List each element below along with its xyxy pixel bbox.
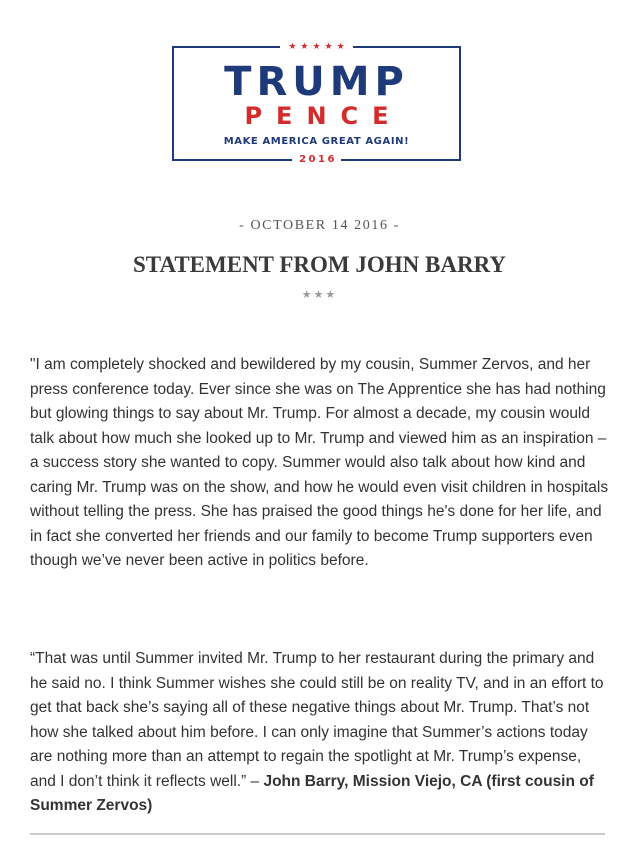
logo-slogan: MAKE AMERICA GREAT AGAIN! — [223, 136, 410, 147]
article-paragraph-2 — [30, 647, 610, 819]
logo-trump-text: TRUMP — [224, 59, 409, 105]
bottom-divider — [30, 833, 605, 835]
article-date: - OCTOBER 14 2016 - — [239, 218, 400, 233]
article-title: STATEMENT FROM JOHN BARRY — [133, 252, 506, 277]
logo-stars: ★★★★★ — [280, 42, 352, 52]
paragraph-2-text: “That was until Summer invited Mr. Trump to her restaurant during the primary and he said no. I think Summer wishes she could still be on reality TV, and in an effort to get that back she’s saying all of these negative things about Mr. Trump. That’s not how she talked about him before. I can only imagine that Summer’s actions today are nothing more than an attempt to regain the spotlight at Mr. Trump’s expense, and I don’t think it reflects well.” – — [30, 650, 604, 790]
article-paragraph-1: "I am completely shocked and bewildered by my cousin, Summer Zervos, and her press conference today. Ever since she was on The Apprentice she has had nothing but glowing things to say about Mr. Trump. For almost a decade, my cousin would talk about how much she looked up to Mr. Trump and viewed him as an inspiration – a success story she wanted to copy. Summer would also talk about how kind and caring Mr. Trump was on the show, and how he would even visit children in hospitals without telling the press. She has praised the good things he's done for her life, and in fact she converted her friends and our family to become Trump supporters even though we’ve never been active in politics before. — [30, 356, 609, 569]
logo-year: 2016 — [292, 154, 341, 165]
attribution: John Barry, Mission Viejo, CA (first cousin of Summer Zervos) — [30, 772, 594, 814]
logo-pence-text: PENCE — [244, 102, 403, 130]
divider-stars-icon: ★★★ — [301, 288, 338, 301]
campaign-logo — [172, 42, 461, 165]
